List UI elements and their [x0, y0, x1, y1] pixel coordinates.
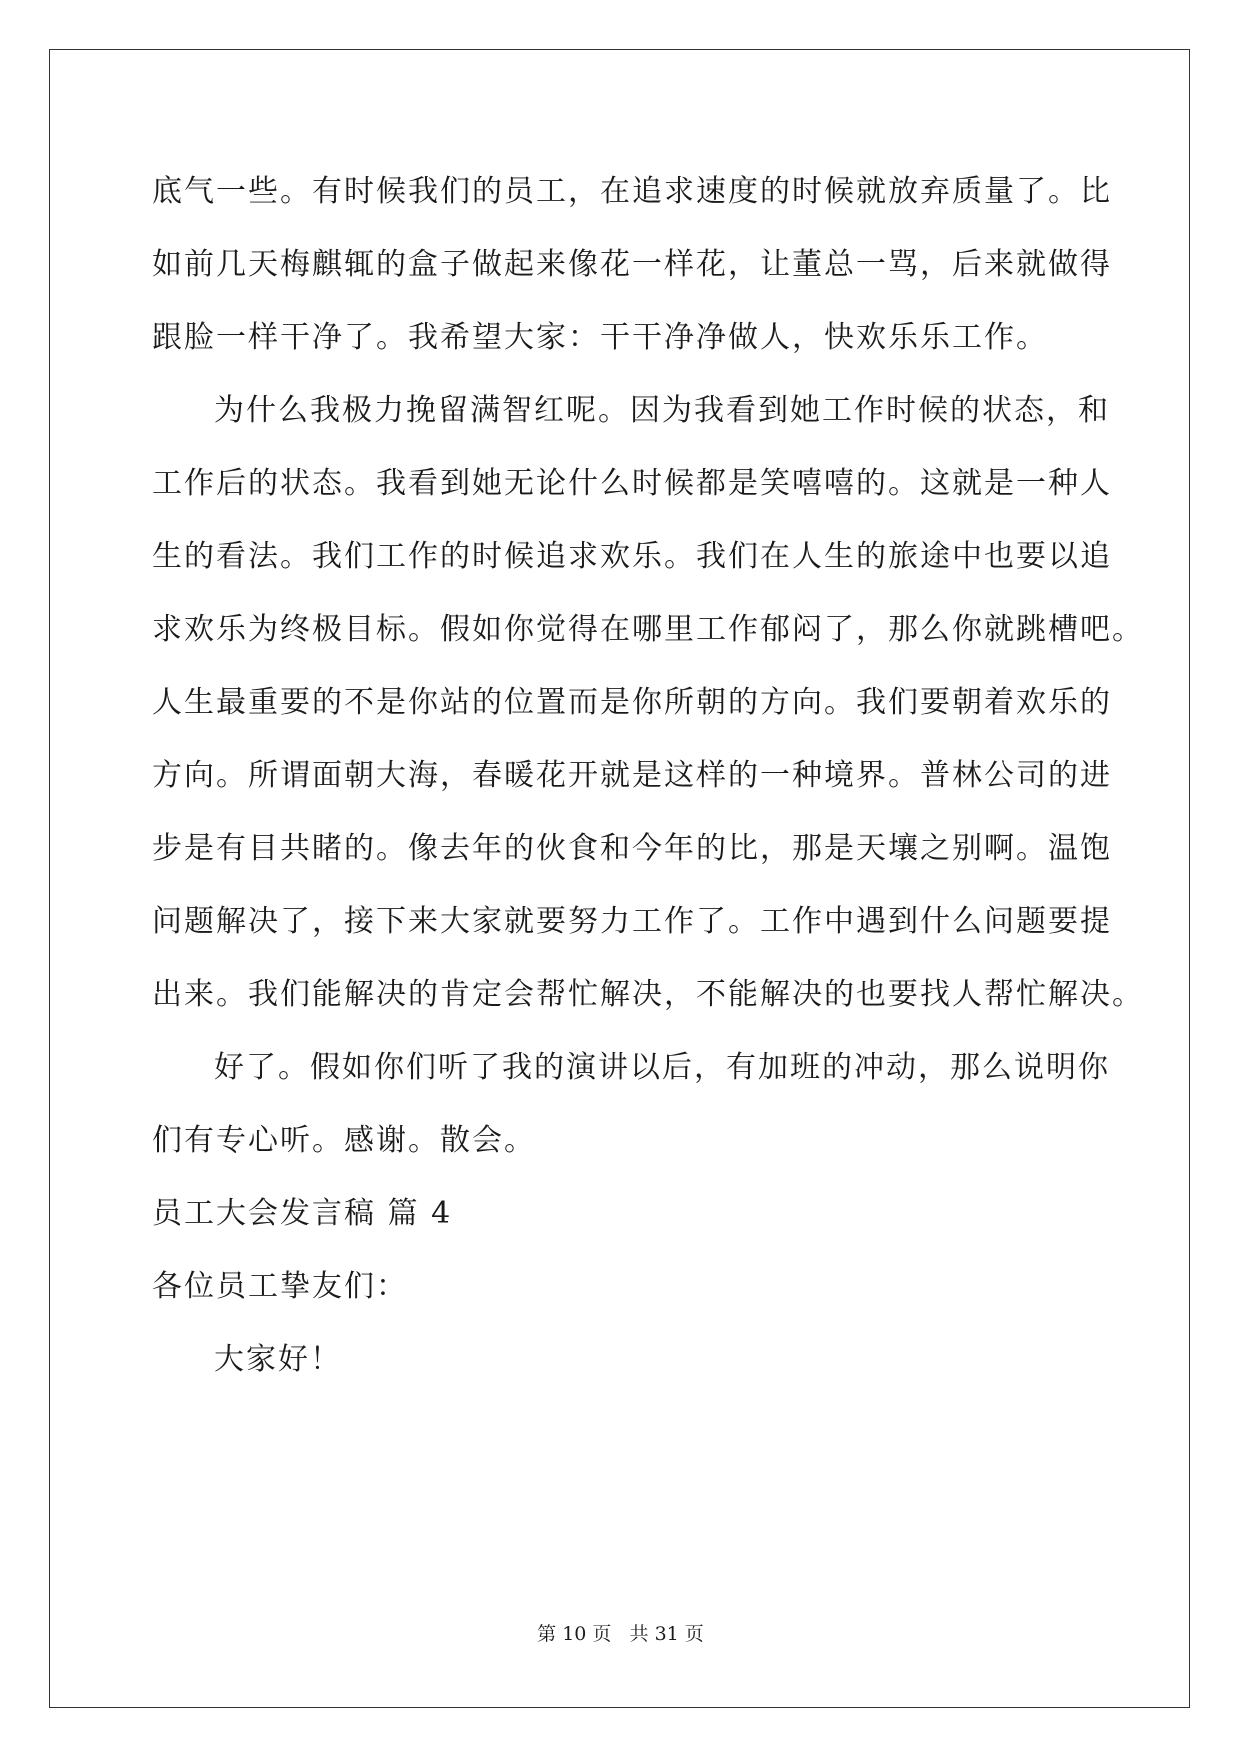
body-line: 求欢乐为终极目标。假如你觉得在哪里工作郁闷了，那么你就跳槽吧。	[152, 612, 1144, 647]
body-line: 步是有目共睹的。像去年的伙食和今年的比，那是天壤之别啊。温饱	[152, 831, 1112, 866]
body-line: 出来。我们能解决的肯定会帮忙解决，不能解决的也要找人帮忙解决。	[152, 977, 1144, 1012]
page-border	[49, 49, 1190, 1708]
greeting: 大家好！	[214, 1342, 342, 1377]
paragraph-first-line: 为什么我极力挽留满智红呢。因为我看到她工作时候的状态，和	[214, 393, 1110, 428]
page-number-footer: 第 10 页 共 31 页	[537, 1623, 704, 1645]
body-line: 底气一些。有时候我们的员工，在追求速度的时候就放弃质量了。比	[152, 174, 1112, 209]
paragraph-first-line: 好了。假如你们听了我的演讲以后，有加班的冲动，那么说明你	[214, 1050, 1110, 1085]
body-line: 人生最重要的不是你站的位置而是你所朝的方向。我们要朝着欢乐的	[152, 685, 1112, 720]
body-line: 工作后的状态。我看到她无论什么时候都是笑嘻嘻的。这就是一种人	[152, 466, 1112, 501]
section-heading: 员工大会发言稿 篇 4	[152, 1196, 453, 1231]
body-line: 方向。所谓面朝大海，春暖花开就是这样的一种境界。普林公司的进	[152, 758, 1112, 793]
body-line: 问题解决了，接下来大家就要努力工作了。工作中遇到什么问题要提	[152, 904, 1112, 939]
body-line: 跟脸一样干净了。我希望大家：干干净净做人，快欢乐乐工作。	[152, 320, 1048, 355]
body-line: 们有专心听。感谢。散会。	[152, 1123, 536, 1158]
body-line: 生的看法。我们工作的时候追求欢乐。我们在人生的旅途中也要以追	[152, 539, 1112, 574]
salutation: 各位员工挚友们：	[152, 1269, 408, 1304]
body-line: 如前几天梅麒辄的盒子做起来像花一样花，让董总一骂，后来就做得	[152, 247, 1112, 282]
